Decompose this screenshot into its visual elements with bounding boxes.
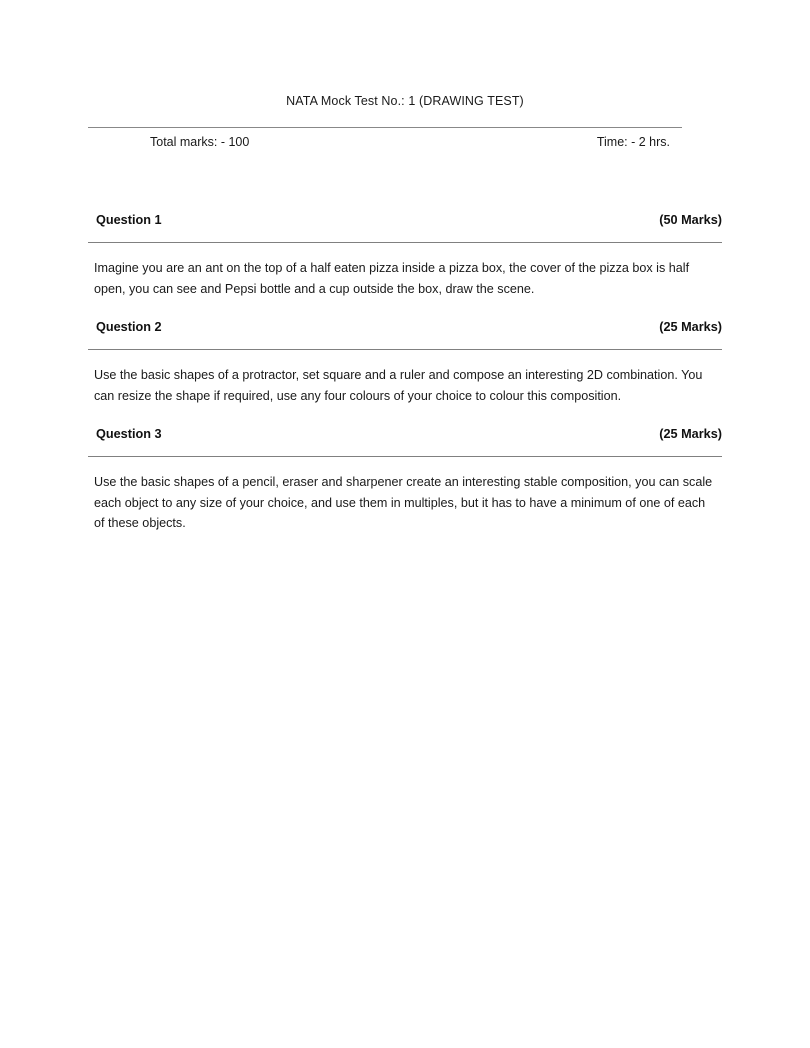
question-1-divider (88, 242, 722, 243)
question-3-header (88, 427, 722, 447)
question-1-marks: (50 Marks) (659, 213, 722, 227)
question-block-3 (88, 427, 722, 530)
question-3-divider (88, 456, 722, 457)
question-3-text: Use the basic shapes of a pencil, eraser and sharpener create an interesting stable composition, you can scale each object to any size of your choice, and use them in multiples, but it has to have a minimum of one of each of these objects. (94, 475, 713, 530)
question-3-label: Question 3 (96, 427, 162, 441)
header-divider (88, 127, 682, 128)
question-block-1 (88, 213, 722, 296)
question-2-label: Question 2 (96, 320, 162, 334)
exam-meta-row (88, 135, 682, 153)
question-2-header (88, 320, 722, 340)
question-2-text: Use the basic shapes of a protractor, set square and a ruler and compose an interesting 2D combination. You can resize the shape if required, use any four colours of your choice to colour this composition. (94, 368, 703, 403)
time-label: Time: - 2 hrs. (596, 135, 670, 149)
question-1-label: Question 1 (96, 213, 162, 227)
question-1-header (88, 213, 722, 233)
question-2-divider (88, 349, 722, 350)
page-title: NATA Mock Test No.: 1 (DRAWING TEST) (286, 94, 524, 108)
question-1-text: Imagine you are an ant on the top of a half eaten pizza inside a pizza box, the cover of the pizza box is half open, you can see and Pepsi bottle and a cup outside the box, draw the scene. (94, 261, 690, 296)
question-block-2 (88, 320, 722, 403)
total-marks-label: Total marks: - 100 (150, 135, 250, 149)
question-2-marks: (25 Marks) (659, 320, 722, 334)
question-3-marks: (25 Marks) (659, 427, 722, 441)
